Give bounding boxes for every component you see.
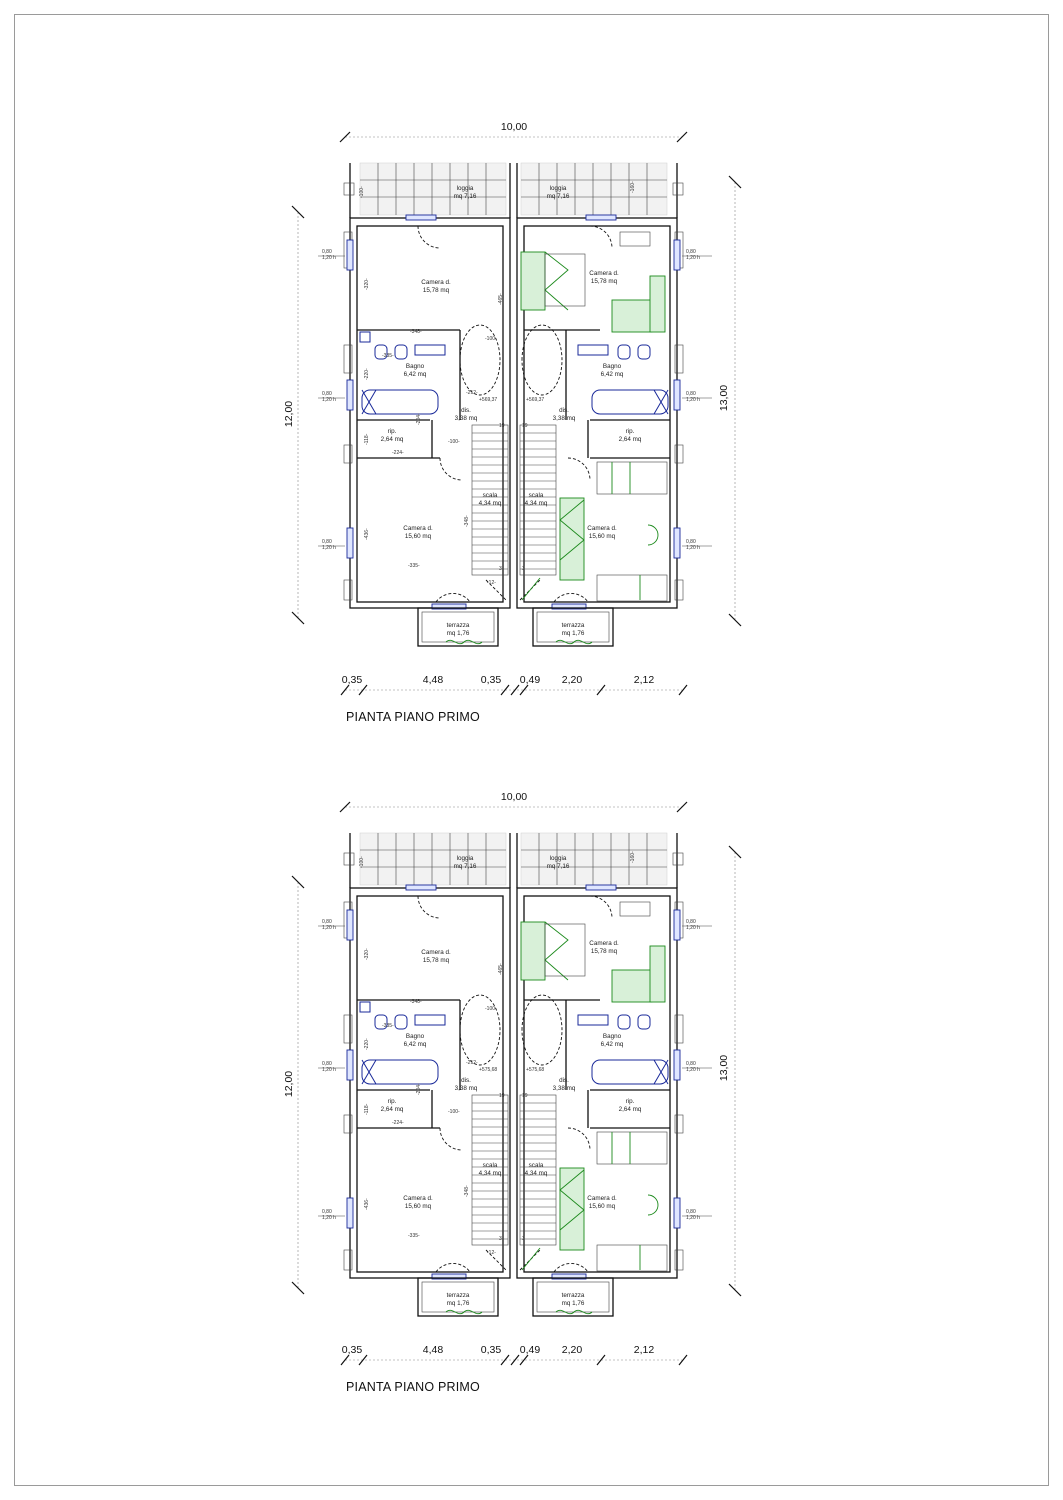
svg-text:0,35: 0,35	[341, 674, 363, 686]
dimension-top	[340, 791, 687, 812]
svg-text:19: 19	[499, 423, 505, 429]
svg-text:dis.: dis.	[559, 1077, 569, 1084]
svg-text:Camera d.: Camera d.	[587, 525, 617, 532]
svg-text:4,34 mq: 4,34 mq	[478, 1170, 502, 1177]
svg-text:3: 3	[499, 1236, 502, 1242]
svg-text:15,60 mq: 15,60 mq	[404, 1203, 432, 1210]
svg-text:6,42 mq: 6,42 mq	[403, 371, 427, 378]
svg-text:3,38 mq: 3,38 mq	[454, 415, 478, 422]
svg-text:0,80: 0,80	[686, 1061, 696, 1067]
svg-text:4,34 mq: 4,34 mq	[524, 500, 548, 507]
svg-text:-100-: -100-	[448, 439, 460, 445]
dim-width-total: 10,00	[500, 791, 528, 803]
svg-text:1,20 h: 1,20 h	[686, 397, 700, 403]
svg-text:3: 3	[499, 566, 502, 572]
svg-text:loggia: loggia	[549, 855, 567, 862]
svg-text:mq 1,76: mq 1,76	[446, 630, 470, 637]
svg-text:Bagno: Bagno	[405, 1033, 425, 1040]
svg-text:-224-: -224-	[392, 450, 404, 456]
plan-title-2: PIANTA PIANO PRIMO	[346, 1380, 480, 1394]
svg-text:-465-: -465-	[498, 963, 504, 975]
svg-text:Camera d.: Camera d.	[589, 270, 619, 277]
svg-text:-100-: -100-	[448, 1109, 460, 1115]
svg-text:+575,68: +575,68	[526, 1067, 545, 1073]
loggia-left	[360, 833, 506, 885]
loggia-right	[521, 833, 667, 885]
dim-width-total: 10,00	[500, 121, 528, 133]
svg-text:scala: scala	[482, 492, 498, 499]
svg-text:-204-: -204-	[416, 413, 422, 425]
svg-text:0,35: 0,35	[341, 1344, 363, 1356]
windows	[347, 215, 680, 609]
svg-text:1,20 h: 1,20 h	[322, 925, 336, 931]
svg-text:15,78 mq: 15,78 mq	[422, 287, 450, 294]
svg-text:rip.: rip.	[625, 1098, 635, 1105]
svg-text:-320-: -320-	[364, 278, 370, 290]
svg-text:0,80: 0,80	[322, 919, 332, 925]
svg-text:terrazza: terrazza	[446, 1292, 470, 1299]
svg-text:Camera d.: Camera d.	[587, 1195, 617, 1202]
svg-text:-335-: -335-	[408, 563, 420, 569]
svg-text:0,80: 0,80	[322, 1061, 332, 1067]
svg-text:0,80: 0,80	[686, 919, 696, 925]
svg-text:3: 3	[522, 566, 525, 572]
svg-text:Bagno: Bagno	[405, 363, 425, 370]
svg-text:scala: scala	[528, 1162, 544, 1169]
stairs-right	[520, 1093, 556, 1245]
stairs-right	[520, 423, 556, 575]
svg-text:2,64 mq: 2,64 mq	[380, 436, 404, 443]
svg-text:0,80: 0,80	[686, 249, 696, 255]
svg-text:-335-: -335-	[382, 353, 394, 359]
svg-text:2,64 mq: 2,64 mq	[380, 1106, 404, 1113]
svg-text:Bagno: Bagno	[602, 363, 622, 370]
svg-text:-320-: -320-	[364, 948, 370, 960]
svg-text:rip.: rip.	[625, 428, 635, 435]
svg-text:15,60 mq: 15,60 mq	[588, 1203, 616, 1210]
svg-text:3,38 mq: 3,38 mq	[552, 415, 576, 422]
walls	[344, 163, 683, 608]
svg-text:-224-: -224-	[392, 1120, 404, 1126]
svg-text:-212-: -212-	[466, 390, 478, 396]
svg-text:-436-: -436-	[364, 1198, 370, 1210]
svg-text:-100-: -100-	[485, 336, 497, 342]
svg-text:-100-: -100-	[359, 186, 365, 198]
svg-text:-348-: -348-	[464, 1185, 470, 1197]
svg-text:4,48: 4,48	[422, 1344, 444, 1356]
svg-text:Bagno: Bagno	[602, 1033, 622, 1040]
svg-text:0,35: 0,35	[480, 1344, 502, 1356]
svg-text:-348-: -348-	[410, 329, 422, 335]
svg-text:rip.: rip.	[387, 1098, 397, 1105]
dim-height-right: 13,00	[718, 1054, 730, 1082]
dimension-left	[283, 206, 304, 624]
svg-text:loggia: loggia	[549, 185, 567, 192]
svg-text:4,48: 4,48	[422, 674, 444, 686]
dimension-bottom	[341, 1344, 687, 1365]
walls	[344, 833, 683, 1278]
svg-text:-100-: -100-	[359, 856, 365, 868]
svg-text:2,12: 2,12	[633, 674, 655, 686]
svg-text:1,20 h: 1,20 h	[686, 545, 700, 551]
svg-text:19: 19	[499, 1093, 505, 1099]
svg-text:+569,37: +569,37	[526, 397, 545, 403]
windows	[347, 885, 680, 1279]
svg-text:3,38 mq: 3,38 mq	[552, 1085, 576, 1092]
svg-text:-436-: -436-	[364, 528, 370, 540]
svg-text:terrazza: terrazza	[561, 1292, 585, 1299]
svg-text:Camera d.: Camera d.	[421, 949, 451, 956]
svg-text:mq 7,16: mq 7,16	[453, 193, 477, 200]
svg-text:0,80: 0,80	[322, 539, 332, 545]
svg-text:-348-: -348-	[464, 515, 470, 527]
svg-text:Camera d.: Camera d.	[403, 1195, 433, 1202]
svg-text:-100-: -100-	[485, 1006, 497, 1012]
svg-text:-12-: -12-	[487, 1250, 496, 1256]
plan-title-1: PIANTA PIANO PRIMO	[346, 710, 480, 724]
svg-text:-160-: -160-	[630, 181, 636, 193]
svg-text:1,20 h: 1,20 h	[686, 255, 700, 261]
svg-text:mq 1,76: mq 1,76	[561, 630, 585, 637]
svg-text:1,20 h: 1,20 h	[322, 397, 336, 403]
svg-text:-220-: -220-	[364, 1038, 370, 1050]
svg-text:6,42 mq: 6,42 mq	[600, 371, 624, 378]
svg-text:-335-: -335-	[408, 1233, 420, 1239]
svg-text:mq 7,16: mq 7,16	[453, 863, 477, 870]
dimension-right	[718, 176, 741, 626]
svg-text:mq 1,76: mq 1,76	[446, 1300, 470, 1307]
svg-text:2,64 mq: 2,64 mq	[618, 1106, 642, 1113]
svg-text:15,60 mq: 15,60 mq	[404, 533, 432, 540]
svg-text:1,20 h: 1,20 h	[686, 1215, 700, 1221]
svg-text:-12-: -12-	[487, 580, 496, 586]
svg-text:-465-: -465-	[498, 293, 504, 305]
svg-text:Camera d.: Camera d.	[421, 279, 451, 286]
svg-text:6,42 mq: 6,42 mq	[600, 1041, 624, 1048]
svg-text:loggia: loggia	[456, 185, 474, 192]
svg-text:-348-: -348-	[410, 999, 422, 1005]
dim-height-left: 12,00	[283, 1070, 295, 1098]
svg-text:0,80: 0,80	[322, 1209, 332, 1215]
svg-text:scala: scala	[528, 492, 544, 499]
furniture-right	[521, 902, 667, 1271]
svg-text:1,20 h: 1,20 h	[322, 1215, 336, 1221]
svg-text:1,20 h: 1,20 h	[686, 1067, 700, 1073]
furniture-right	[521, 232, 667, 601]
svg-text:-220-: -220-	[364, 368, 370, 380]
svg-text:mq 7,16: mq 7,16	[546, 863, 570, 870]
svg-text:0,35: 0,35	[480, 674, 502, 686]
svg-text:dis.: dis.	[461, 407, 471, 414]
dimension-top	[340, 121, 687, 142]
floor-plan-2	[0, 670, 1063, 1420]
svg-text:0,80: 0,80	[322, 391, 332, 397]
svg-text:-118-: -118-	[364, 433, 370, 445]
svg-text:4,34 mq: 4,34 mq	[478, 500, 502, 507]
svg-text:dis.: dis.	[559, 407, 569, 414]
svg-text:2,20: 2,20	[561, 674, 583, 686]
svg-text:2,20: 2,20	[561, 1344, 583, 1356]
svg-text:scala: scala	[482, 1162, 498, 1169]
svg-text:Camera d.: Camera d.	[589, 940, 619, 947]
svg-text:0,49: 0,49	[519, 674, 541, 686]
svg-text:rip.: rip.	[387, 428, 397, 435]
svg-text:1,20 h: 1,20 h	[322, 255, 336, 261]
svg-text:2,12: 2,12	[633, 1344, 655, 1356]
dimension-left	[283, 876, 304, 1294]
svg-text:+569,37: +569,37	[479, 397, 498, 403]
svg-text:0,80: 0,80	[322, 249, 332, 255]
svg-text:6,42 mq: 6,42 mq	[403, 1041, 427, 1048]
svg-text:3: 3	[522, 1236, 525, 1242]
svg-text:+575,68: +575,68	[479, 1067, 498, 1073]
dimension-right	[718, 846, 741, 1296]
svg-text:-118-: -118-	[364, 1103, 370, 1115]
svg-text:-212-: -212-	[466, 1060, 478, 1066]
svg-text:19: 19	[522, 1093, 528, 1099]
svg-text:15,60 mq: 15,60 mq	[588, 533, 616, 540]
svg-text:0,80: 0,80	[686, 539, 696, 545]
svg-text:19: 19	[522, 423, 528, 429]
svg-text:1,20 h: 1,20 h	[322, 1067, 336, 1073]
svg-text:2,64 mq: 2,64 mq	[618, 436, 642, 443]
dim-height-right: 13,00	[718, 384, 730, 412]
svg-text:terrazza: terrazza	[446, 622, 470, 629]
svg-text:15,78 mq: 15,78 mq	[590, 948, 618, 955]
svg-text:4,34 mq: 4,34 mq	[524, 1170, 548, 1177]
svg-text:1,20 h: 1,20 h	[322, 545, 336, 551]
svg-text:0,80: 0,80	[686, 1209, 696, 1215]
svg-text:terrazza: terrazza	[561, 622, 585, 629]
svg-text:mq 1,76: mq 1,76	[561, 1300, 585, 1307]
svg-text:Camera d.: Camera d.	[403, 525, 433, 532]
dim-height-left: 12,00	[283, 400, 295, 428]
svg-text:15,78 mq: 15,78 mq	[422, 957, 450, 964]
svg-text:3,38 mq: 3,38 mq	[454, 1085, 478, 1092]
svg-text:15,78 mq: 15,78 mq	[590, 278, 618, 285]
svg-text:-335-: -335-	[382, 1023, 394, 1029]
loggia-left	[360, 163, 506, 215]
svg-text:dis.: dis.	[461, 1077, 471, 1084]
svg-text:1,20 h: 1,20 h	[686, 925, 700, 931]
svg-text:-160-: -160-	[630, 851, 636, 863]
loggia-right	[521, 163, 667, 215]
svg-text:0,49: 0,49	[519, 1344, 541, 1356]
svg-text:mq 7,16: mq 7,16	[546, 193, 570, 200]
svg-text:-204-: -204-	[416, 1083, 422, 1095]
svg-text:loggia: loggia	[456, 855, 474, 862]
svg-text:0,80: 0,80	[686, 391, 696, 397]
